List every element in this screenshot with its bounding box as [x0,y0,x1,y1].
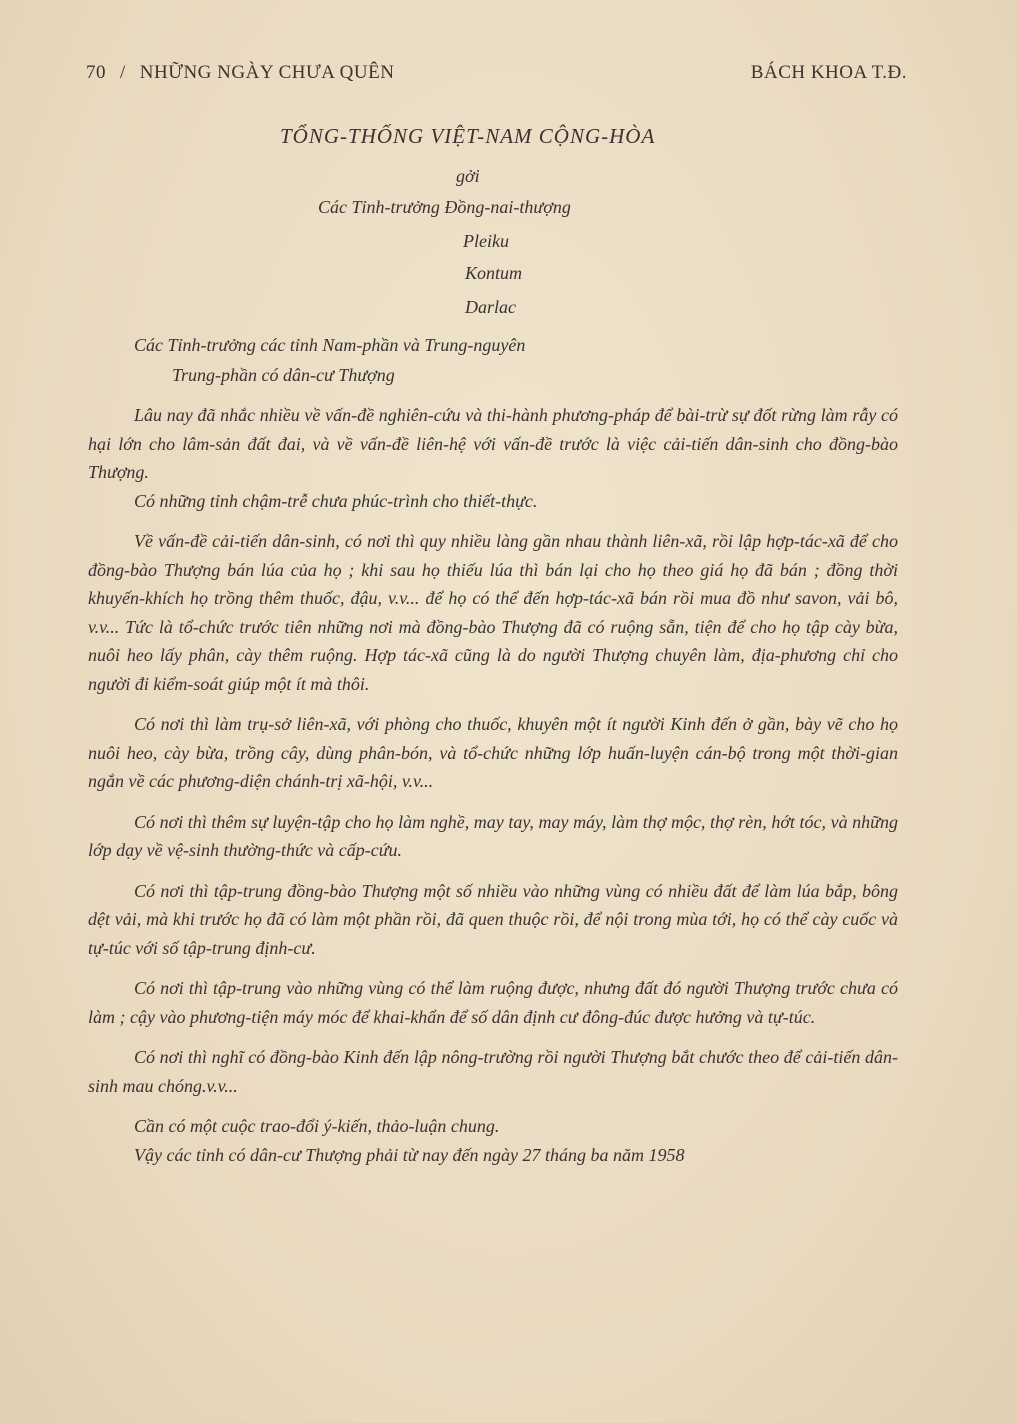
paragraph: Có những tỉnh chậm-trễ chưa phúc-trình cho thiết-thực. [134,490,538,511]
paragraph: Về vấn-đề cải-tiến dân-sinh, có nơi thì quy nhiều làng gần nhau thành liên-xã, rồi lập hợp-tác-xã để cho đồng-bào Thượng bán lúa của họ ; khi sau họ thiếu lúa thì bán lại cho họ theo giá họ đã bán ; đồng thời khuyến-khích họ trồng thêm thuốc, đậu, v.v... để họ có thể đến hợp-tác-xã bán rồi mua đồ như savon, vải bô, v.v... Tức là tổ-chức trước tiên những nơi mà đồng-bào Thượng đã có ruộng sẵn, tiện để cho họ tập cày bừa, nuôi heo lấy phân, cày thêm ruộng. Hợp tác-xã cũng là do người Thượng chuyên làm, địa-phương chỉ cho người đi kiểm-soát giúp một ít mà thôi. [88,531,898,694]
paragraph: Cần có một cuộc trao-đổi ý-kiến, thảo-luận chung. [134,1116,500,1136]
letter-sender: TỔNG-THỐNG VIỆT-NAM CỘNG-HÒA [280,124,656,148]
paragraph: Vậy các tỉnh có dân-cư Thượng phải từ nay đến ngày 27 tháng ba năm 1958 [134,1144,685,1165]
page-number: 70 [86,62,106,83]
letter-body [88,401,898,1169]
publication-name: BÁCH KHOA T.Đ. [750,62,907,83]
running-header [86,62,907,84]
paragraph: Lâu nay đã nhắc nhiều về vấn-đề nghiên-cứu và thi-hành phương-pháp để bài-trừ sự đốt rừng làm rẫy có hại lớn cho lâm-sản đất đai, và về vấn-đề liên-hệ với vấn-đề trước là việc cải-tiến dân-sinh cho đồng-bào Thượng. [88,405,898,482]
recipients-line-2b: Trung-phần có dân-cư Thượng [172,365,395,385]
recipients-pleiku: Pleiku [463,231,509,251]
recipients-kontum: Kontum [465,263,523,283]
recipients-darlac: Darlac [465,297,516,317]
paragraph: Có nơi thì làm trụ-sở liên-xã, với phòng cho thuốc, khuyên một ít người Kinh đến ở gần, bày vẽ cho họ nuôi heo, cày bừa, trồng cây, dùng phân-bón, và tổ-chức những lớp huấn-luyện cán-bộ trong một thời-gian ngắn về các phương-diện chánh-trị xã-hội, v.v... [88,714,898,791]
header-separator: / [120,62,126,83]
paragraph: Có nơi thì tập-trung đồng-bào Thượng một số nhiều vào những vùng có nhiều đất để làm lúa bắp, bông dệt vải, mà khi trước họ đã có làm một phần rồi, đã quen thuộc rồi, để nội trong mùa tới, họ có thể cày cuốc và tự-túc với số tập-trung định-cư. [88,880,898,958]
paragraph: Có nơi thì thêm sự luyện-tập cho họ làm nghề, may tay, may máy, làm thợ mộc, thợ rèn, hớt tóc, và những lớp dạy về vệ-sinh thường-thức và cấp-cứu. [88,811,898,860]
section-title: NHỮNG NGÀY CHƯA QUÊN [139,62,395,83]
paragraph: Có nơi thì nghĩ có đồng-bào Kinh đến lập nông-trường rồi người Thượng bắt chước theo để cải-tiến dân-sinh mau chóng.v.v... [88,1047,898,1096]
recipients-line-1: Các Tỉnh-trưởng Đồng-nai-thượng [318,197,571,217]
paragraph: Có nơi thì tập-trung vào những vùng có thể làm ruộng được, nhưng đất đó người Thượng trước chưa có làm ; cậy vào phương-tiện máy móc để khai-khẩn để số dân định cư đông-đúc được hưởng và tự-túc. [88,978,898,1027]
letter-to: gởi [456,166,480,186]
recipients-line-2: Các Tỉnh-trưởng các tỉnh Nam-phần và Trung-nguyên [134,335,526,355]
